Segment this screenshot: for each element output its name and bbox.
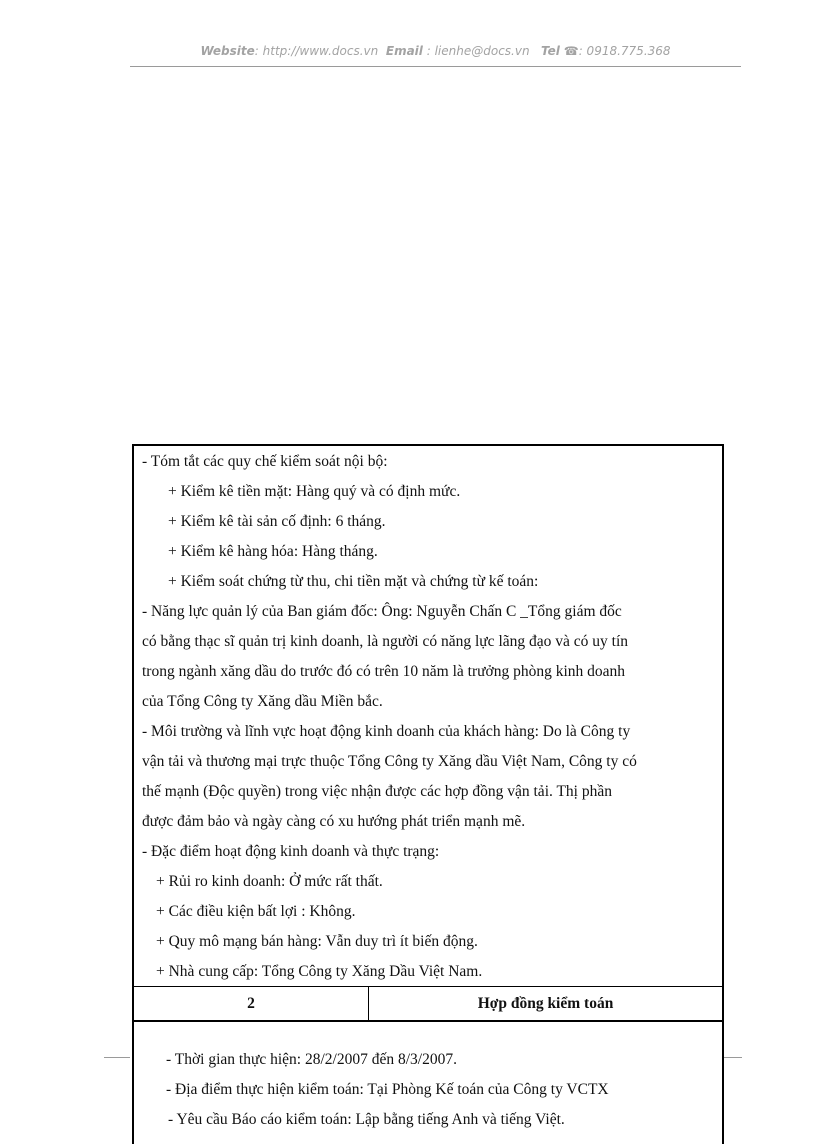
section-1-line: thế mạnh (Độc quyền) trong việc nhận được các hợp đồng vận tải. Thị phần xyxy=(142,783,612,800)
section-1-line: - Đặc điểm hoạt động kinh doanh và thực trạng: xyxy=(142,843,440,860)
footer-rule-left xyxy=(104,1057,130,1058)
section-1-line: + Nhà cung cấp: Tổng Công ty Xăng Dầu Việt Nam. xyxy=(156,963,483,980)
section-1-line: + Kiểm soát chứng từ thu, chi tiền mặt và chứng từ kế toán: xyxy=(168,573,539,590)
table-row-2 xyxy=(134,986,722,1022)
row-number: 2 xyxy=(247,995,255,1012)
section-2-line: - Địa điểm thực hiện kiểm toán: Tại Phòng Kế toán của Công ty VCTX xyxy=(166,1081,609,1098)
section-1-line: + Kiểm kê hàng hóa: Hàng tháng. xyxy=(168,543,378,560)
section-1-line: - Năng lực quản lý của Ban giám đốc: Ông: Nguyễn Chấn C _Tổng giám đốc xyxy=(142,603,622,620)
section-1-line: + Rủi ro kinh doanh: Ở mức rất thất. xyxy=(156,873,383,890)
section-1-line: - Môi trường và lĩnh vực hoạt động kinh doanh của khách hàng: Do là Công ty xyxy=(142,723,631,740)
section-1-line: + Kiểm kê tài sản cố định: 6 tháng. xyxy=(168,513,386,530)
section-1-line: được đảm bảo và ngày càng có xu hướng phát triển mạnh mẽ. xyxy=(142,813,526,830)
section-1-cell xyxy=(134,446,722,986)
tel-label: Tel xyxy=(541,44,560,58)
website-label: Website xyxy=(200,44,255,58)
section-2-line: - Thời gian thực hiện: 28/2/2007 đến 8/3/2007. xyxy=(166,1051,457,1068)
phone-icon: ☎ xyxy=(563,44,579,58)
header-rule xyxy=(130,66,741,67)
section-1-line: trong ngành xăng dầu do trước đó có trên 10 năm là trưởng phòng kinh doanh xyxy=(142,663,626,680)
row-title: Hợp đồng kiểm toán xyxy=(477,995,614,1012)
section-1-line: + Các điều kiện bất lợi : Không. xyxy=(156,903,356,920)
footer-rule-right xyxy=(724,1057,742,1058)
email-value: : lienhe@docs.vn xyxy=(426,44,530,58)
email-label: Email xyxy=(385,44,423,58)
section-1-line: - Tóm tắt các quy chế kiểm soát nội bộ: xyxy=(142,453,388,470)
section-1-line: + Quy mô mạng bán hàng: Vẫn duy trì ít biến động. xyxy=(156,933,478,950)
section-1-line: có bằng thạc sĩ quản trị kinh doanh, là người có năng lực lãng đạo và có uy tín xyxy=(142,633,629,650)
section-1-line: + Kiểm kê tiền mặt: Hàng quý và có định mức. xyxy=(168,483,461,500)
content-table xyxy=(132,444,724,1144)
page-header xyxy=(130,44,741,58)
section-1-line: vận tải và thương mại trực thuộc Tổng Công ty Xăng dầu Việt Nam, Công ty có xyxy=(142,753,637,770)
section-1-line: của Tổng Công ty Xăng dầu Miền bắc. xyxy=(142,693,383,710)
tel-value: : 0918.775.368 xyxy=(578,44,671,58)
section-2-line: - Yêu cầu Báo cáo kiểm toán: Lập bằng tiếng Anh và tiếng Việt. xyxy=(168,1111,565,1128)
website-value: : http://www.docs.vn xyxy=(254,44,379,58)
